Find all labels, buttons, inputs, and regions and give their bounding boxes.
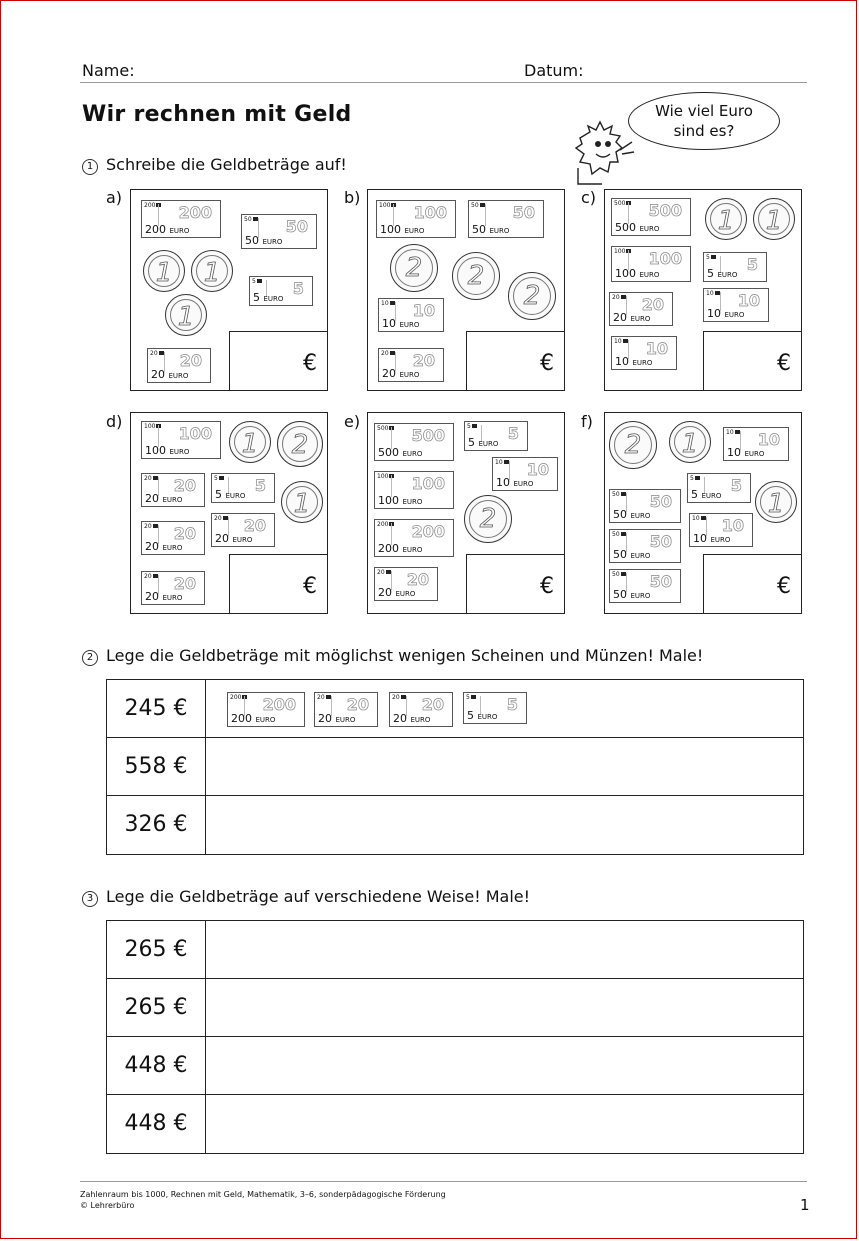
answer-field-d[interactable] [229,554,328,614]
banknote-5: 5 5 5 EURO [464,421,528,451]
coin-2-euro: 2 [452,252,500,300]
note-value: 20 [393,712,407,725]
banknote-20: 20 20 20 EURO [141,473,205,507]
exercise-label-a: a) [106,188,123,207]
euro-sign: € [777,351,791,376]
exercise-box-f [604,412,802,614]
coin-2-euro: 2 [464,495,512,543]
banknote-50: 50 50 50 EURO [468,200,544,238]
banknote-100: 100 100 100 EURO [141,421,221,459]
exercise-label-f: f) [581,412,593,431]
date-label: Datum: [524,61,584,80]
exercise-label-c: c) [581,188,597,207]
amount-cell: 558 € [107,738,206,795]
banknote-200: 200 200 200 EURO [141,200,221,238]
banknote-20: 20 20 20 EURO [609,292,673,326]
answer-field-f[interactable] [703,554,802,614]
coin-1-euro: 1 [281,481,323,523]
euro-sign: € [303,351,317,376]
banknote-5: 5 5 5 EURO [249,276,313,306]
task-1-number: 1 [82,159,98,175]
banknote-50: 50 50 50 EURO [609,529,681,563]
table-row[interactable] [107,738,803,796]
task-1 [82,155,347,175]
banknote-50: 50 50 50 EURO [241,214,317,249]
footer-text [80,1189,446,1211]
coin-2-euro: 2 [609,421,657,469]
note-value: 20 [346,695,369,714]
banknote-500: 500 500 500 EURO [611,198,691,236]
amount-cell: 448 € [107,1095,206,1153]
coin-1-euro: 1 [705,198,747,240]
note-value: 5 [467,709,474,722]
table-row[interactable] [107,1037,803,1095]
amount-cell: 245 € [107,680,206,737]
table-row[interactable] [107,1095,803,1153]
banknote-5: 5 5 5 EURO [687,473,751,503]
amount-cell: 326 € [107,796,206,854]
task-2-number: 2 [82,650,98,666]
euro-word: EURO [335,716,356,724]
euro-sign: € [777,574,791,599]
exercise-box-a [130,189,328,391]
name-label: Name: [82,61,135,80]
answer-field-b[interactable] [466,331,565,391]
coin-1-euro: 1 [229,421,271,463]
banknote-20: 20 20 20 EURO [141,521,205,555]
task-3-text: Lege die Geldbeträge auf verschiedene Weise! Male! [106,887,531,906]
page-title: Wir rechnen mit Geld [82,102,352,127]
exercise-box-b [367,189,565,391]
banknote-10: 10 10 10 EURO [378,298,444,332]
banknote-50: 50 50 50 EURO [609,489,681,523]
banknote-200: 200 200 200 EURO [227,692,305,727]
banknote-100: 100 100 100 EURO [374,471,454,509]
note-value: 20 [318,712,332,725]
footer-line-2: © Lehrerbüro [80,1201,135,1210]
banknote-20: 20 20 20 EURO [378,348,444,382]
banknote-20: 20 20 20 EURO [314,692,378,727]
speech-line-1: Wie viel Euro [655,102,753,120]
speech-line-2: sind es? [673,122,735,140]
table-row[interactable] [107,979,803,1037]
coin-2-euro: 2 [390,244,438,292]
exercise-box-c [604,189,802,391]
banknote-200: 200 200 200 EURO [374,519,454,557]
banknote-10: 10 10 10 EURO [689,513,753,547]
banknote-20: 20 20 20 EURO [389,692,453,727]
coin-1-euro: 1 [143,250,185,292]
note-value: 200 [231,712,252,725]
table-row[interactable] [107,921,803,979]
task-3-number: 3 [82,891,98,907]
amount-cell: 265 € [107,921,206,978]
banknote-20: 20 20 20 EURO [141,571,205,605]
task-1-text: Schreibe die Geldbeträge auf! [106,155,347,174]
banknote-10: 10 10 10 EURO [492,457,558,491]
answer-field-e[interactable] [466,554,565,614]
footer-line-1: Zahlenraum bis 1000, Rechnen mit Geld, Mathematik, 3–6, sonderpädagogische Förderung [80,1190,446,1199]
answer-field-c[interactable] [703,331,802,391]
table-row[interactable] [107,796,803,854]
task-2-table [106,679,804,855]
euro-word: EURO [477,713,498,721]
task-3 [82,887,530,907]
banknote-20: 20 20 20 EURO [211,513,275,547]
answer-field-a[interactable] [229,331,328,391]
coin-1-euro: 1 [191,250,233,292]
coin-1-euro: 1 [755,481,797,523]
banknote-20: 20 20 20 EURO [147,348,211,383]
euro-sign: € [540,574,554,599]
banknote-100: 100 100 100 EURO [376,200,456,238]
exercise-label-e: e) [344,412,361,431]
header-line [80,82,807,83]
banknote-100: 100 100 100 EURO [611,246,691,282]
euro-word: EURO [255,716,276,724]
task-2 [82,646,703,666]
banknote-5: 5 5 5 EURO [211,473,275,503]
banknote-10: 10 10 10 EURO [723,427,789,461]
banknote-20: 20 20 20 EURO [374,567,438,601]
euro-word: EURO [410,716,431,724]
exercise-label-b: b) [344,188,361,207]
coin-1-euro: 1 [669,421,711,463]
note-value: 200 [262,695,296,714]
amount-cell: 265 € [107,979,206,1036]
coin-1-euro: 1 [165,294,207,336]
exercise-label-d: d) [106,412,123,431]
page-number: 1 [800,1196,810,1214]
footer-line [80,1181,807,1182]
banknote-5: 5 5 5 EURO [463,692,527,724]
banknote-500: 500 500 500 EURO [374,423,454,461]
banknote-10: 10 10 10 EURO [703,288,769,322]
speech-bubble [628,92,780,150]
table-row [107,680,803,738]
exercise-box-e [367,412,565,614]
coin-1-euro: 1 [753,198,795,240]
coin-2-euro: 2 [508,272,556,320]
banknote-10: 10 10 10 EURO [611,336,677,370]
banknote-50: 50 50 50 EURO [609,569,681,603]
banknote-5: 5 5 5 EURO [703,252,767,282]
euro-sign: € [303,574,317,599]
note-value: 20 [421,695,444,714]
euro-sign: € [540,351,554,376]
note-value: 5 [506,695,518,714]
task-3-table [106,920,804,1154]
amount-cell: 448 € [107,1037,206,1094]
coin-2-euro: 2 [277,421,323,467]
task-2-text: Lege die Geldbeträge mit möglichst wenigen Scheinen und Münzen! Male! [106,646,704,665]
exercise-box-d [130,412,328,614]
